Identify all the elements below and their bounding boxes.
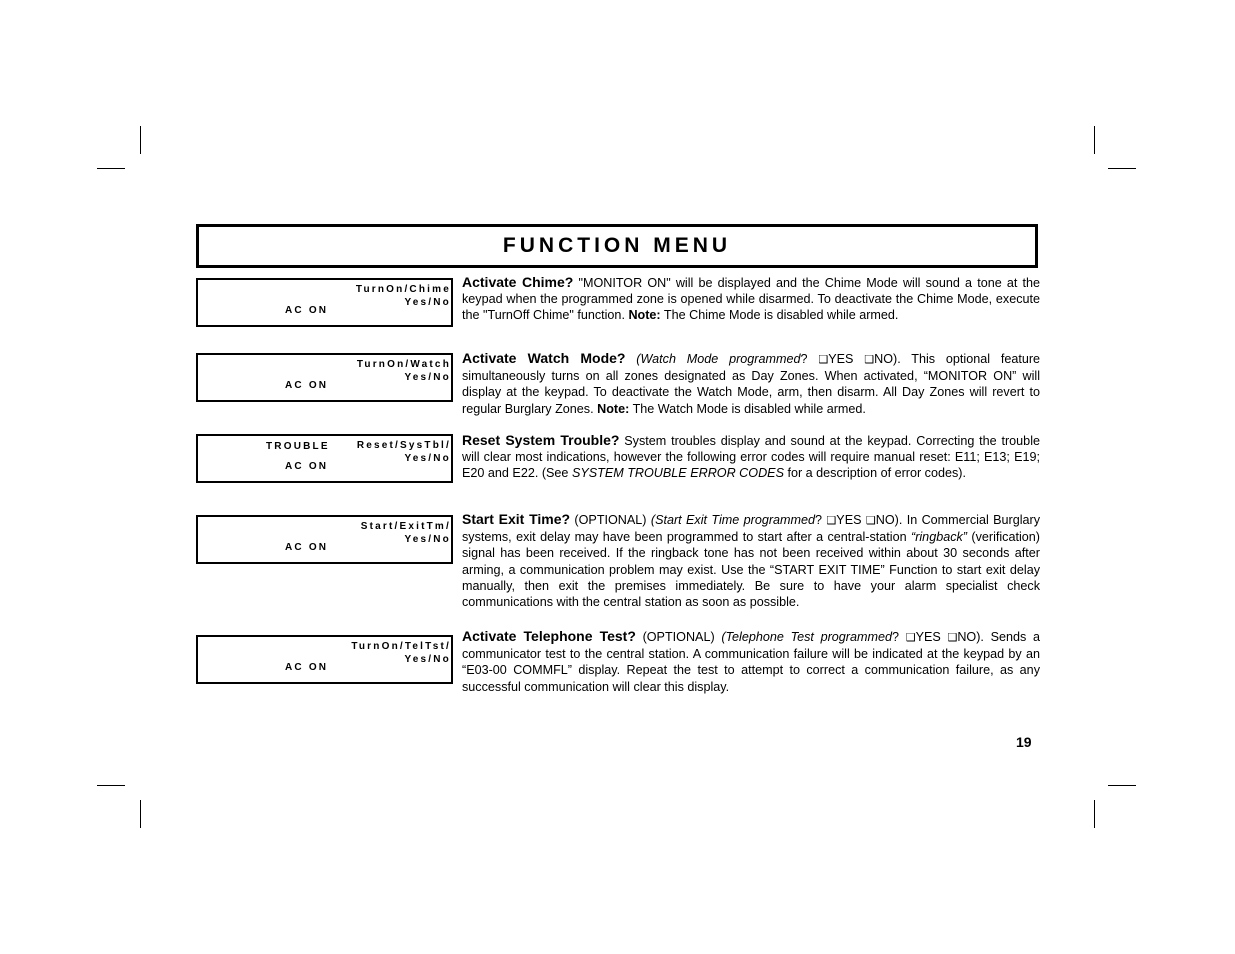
display-status: AC ON — [285, 305, 329, 316]
exit-description — [462, 511, 1040, 610]
display-line1: TurnOn/Watch — [356, 359, 451, 370]
programmed-label: (Watch Mode programmed — [636, 352, 801, 366]
no-option: NO). — [957, 630, 984, 644]
body-text: Sends a communicator test to the central station. A communication failure will be indicated at the keypad by an “E03-00 COMMFL” display. Repeat the test to attempt to correct a communication failure, as any successful communication will clear this display. — [462, 630, 1040, 694]
section-header — [196, 224, 1038, 268]
watch-description — [462, 350, 1040, 417]
ringback-text: “ringback” — [911, 530, 967, 545]
body-text: System troubles display and sound at the keypad. Correcting the trouble will clear most indications, however the following error codes will require manual reset: E11; E13; E19; E20 and E22. (See — [462, 434, 1040, 481]
display-status: AC ON — [285, 662, 329, 673]
display-line2: Yes/No — [404, 453, 451, 464]
phone-description — [462, 628, 1040, 695]
display-line2: Yes/No — [404, 372, 451, 383]
body-text: In Commercial Burglary systems, exit delay may have been programmed to start after a central-station — [462, 513, 1041, 545]
no-option: NO). — [875, 513, 903, 527]
checkbox-icon: ❑ — [826, 515, 837, 527]
checkbox-icon: ❑ — [865, 515, 876, 527]
body-text: for a description of error codes). — [783, 466, 966, 481]
note-label: Note: — [628, 308, 661, 323]
display-status: AC ON — [285, 542, 329, 553]
yes-option: YES — [915, 630, 941, 644]
reference-text: SYSTEM TROUBLE ERROR CODES — [571, 466, 784, 481]
page-title: FUNCTION MENU — [502, 234, 732, 257]
display-line2: Yes/No — [404, 654, 451, 665]
chime-description — [462, 274, 1040, 324]
checkbox-icon: ❑ — [818, 354, 829, 366]
display-line2: Yes/No — [404, 297, 451, 308]
keypad-display — [196, 353, 453, 402]
no-option: NO). — [874, 352, 901, 366]
body-text: ? — [800, 352, 808, 366]
keypad-display — [196, 635, 453, 684]
body-text: ? — [815, 513, 823, 527]
yes-option: YES — [836, 513, 862, 527]
yes-option: YES — [828, 352, 854, 366]
display-line1: Start/ExitTm/ — [360, 521, 451, 532]
programmed-label: (Telephone Test programmed — [721, 630, 892, 644]
checkbox-icon: ❑ — [864, 354, 875, 366]
keypad-display — [196, 515, 453, 564]
display-status: AC ON — [285, 380, 329, 391]
crop-mark — [1108, 168, 1136, 169]
body-text: This optional feature simultaneously turns on all zones designated as Day Zones. When activated, “MONITOR ON” will display at the keypad. To deactivate the Watch Mode, arm, then disarm. All Day Zones will revert to regular Burglary Zones. — [462, 352, 1041, 416]
trouble-heading: Reset System Trouble? — [462, 432, 620, 448]
display-line2: Yes/No — [404, 534, 451, 545]
body-text: "MONITOR ON" will be displayed and the Chime Mode will sound a tone at the keypad when the programmed zone is opened while disarmed. To deactivate the Chime Mode, execute the "TurnOff Chime" function. — [462, 276, 1040, 323]
checkbox-icon: ❑ — [905, 632, 916, 644]
programmed-label: (Start Exit Time programmed — [650, 513, 816, 527]
display-trouble: TROUBLE — [266, 441, 330, 452]
crop-mark — [97, 785, 125, 786]
crop-mark — [140, 800, 141, 828]
page-number: 19 — [1016, 734, 1032, 750]
chime-heading: Activate Chime? — [462, 274, 574, 290]
crop-mark — [97, 168, 125, 169]
body-text: ? — [891, 630, 899, 644]
crop-mark — [1108, 785, 1136, 786]
display-line1: TurnOn/Chime — [355, 284, 451, 295]
body-text: (OPTIONAL) — [635, 630, 722, 644]
body-text: (OPTIONAL) — [570, 513, 651, 527]
display-status: AC ON — [285, 461, 329, 472]
crop-mark — [1094, 126, 1095, 154]
checkbox-icon: ❑ — [947, 632, 958, 644]
crop-mark — [140, 126, 141, 154]
body-text: The Chime Mode is disabled while armed. — [660, 308, 899, 323]
display-line1: Reset/SysTbl/ — [356, 440, 451, 451]
watch-heading: Activate Watch Mode? — [462, 350, 626, 366]
body-text: The Watch Mode is disabled while armed. — [629, 401, 866, 416]
keypad-display — [196, 434, 453, 483]
crop-mark — [1094, 800, 1095, 828]
body-text: (verification) signal has been received. If the ringback tone has not been received within about 30 seconds after arming, a communication problem may exist. Use the “START EXIT TIME” Function to start exit delay manually, then exit the premises immediately. Be sure to have your alarm specialist check communications with the central station as soon as possible. — [462, 530, 1040, 610]
note-label: Note: — [597, 401, 630, 416]
display-line1: TurnOn/TelTst/ — [351, 641, 451, 652]
phone-heading: Activate Telephone Test? — [462, 628, 636, 644]
trouble-description — [462, 432, 1040, 482]
keypad-display — [196, 278, 453, 327]
exit-heading: Start Exit Time? — [462, 511, 571, 527]
